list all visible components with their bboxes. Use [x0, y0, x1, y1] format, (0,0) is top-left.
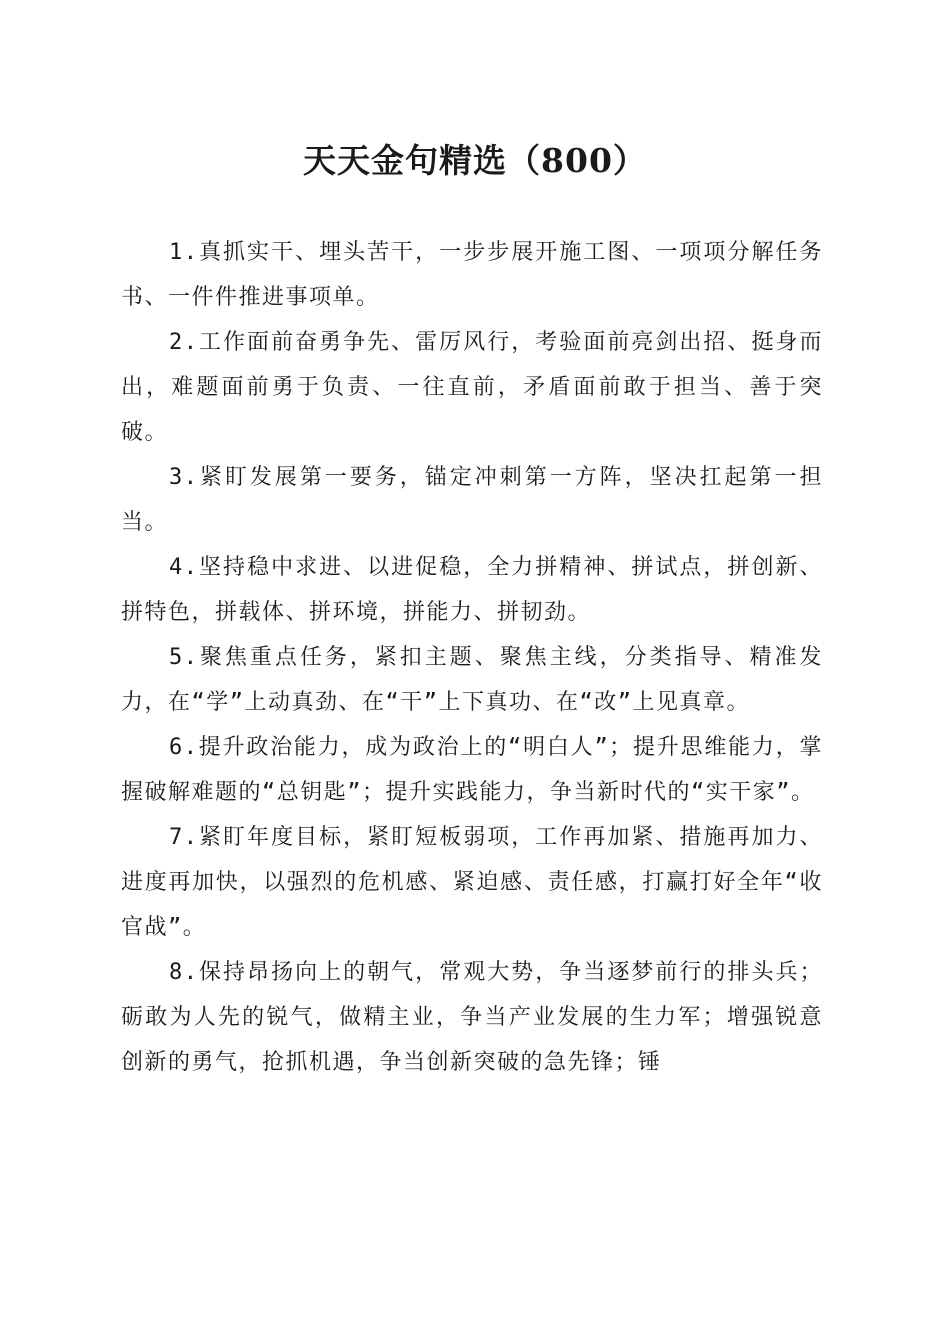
paragraph-3: 3.紧盯发展第一要务，锚定冲刺第一方阵，坚决扛起第一担当。 — [121, 465, 823, 535]
paragraph-1: 1.真抓实干、埋头苦干，一步步展开施工图、一项项分解任务书、一件件推进事项单。 — [121, 240, 823, 310]
paragraph-8: 8.保持昂扬向上的朝气，常观大势，争当逐梦前行的排头兵；砺敢为人先的锐气，做精主业，争当产业发展的生力军；增强锐意创新的勇气，抢抓机遇，争当创新突破的急先锋；锤 — [121, 960, 823, 1075]
paragraph-7: 7.紧盯年度目标，紧盯短板弱项，工作再加紧、措施再加力、进度再加快，以强烈的危机感、紧迫感、责任感，打赢打好全年“收官战”。 — [121, 825, 823, 940]
paragraph-4: 4.坚持稳中求进、以进促稳，全力拼精神、拼试点，拼创新、拼特色，拼载体、拼环境，拼能力、拼韧劲。 — [121, 555, 823, 625]
document-body — [121, 230, 823, 1085]
paragraph-6: 6.提升政治能力，成为政治上的“明白人”；提升思维能力，掌握破解难题的“总钥匙”；提升实践能力，争当新时代的“实干家”。 — [121, 735, 823, 805]
paragraph-5: 5.聚焦重点任务，紧扣主题、聚焦主线，分类指导、精准发力，在“学”上动真劲、在“干”上下真功、在“改”上见真章。 — [121, 645, 823, 715]
document-title: 天天金句精选（800） — [303, 141, 647, 180]
paragraph-2: 2.工作面前奋勇争先、雷厉风行，考验面前亮剑出招、挺身而出，难题面前勇于负责、一往直前，矛盾面前敢于担当、善于突破。 — [121, 330, 823, 445]
